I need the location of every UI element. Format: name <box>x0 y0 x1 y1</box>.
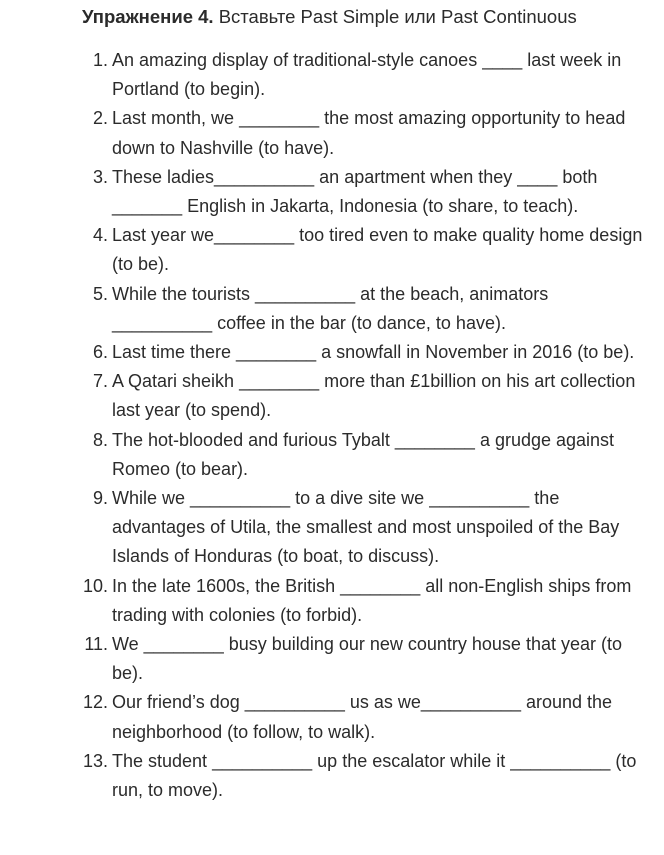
list-item <box>0 163 664 221</box>
item-text: Last month, we ________ the most amazing opportunity to head down to Nashville (to have). <box>112 108 626 158</box>
list-item <box>0 426 664 484</box>
exercise-number-label: Упражнение 4. <box>82 6 214 27</box>
item-text: While we __________ to a dive site we __________ the advantages of Utila, the smallest and most unspoiled of the Bay Islands of Honduras (to boat, to discuss). <box>112 488 620 567</box>
item-number: 4. <box>92 225 108 246</box>
list-item <box>0 630 664 688</box>
item-text: The student __________ up the escalator while it __________ (to run, to move). <box>112 750 637 801</box>
item-text: In the late 1600s, the British ________ all non-English ships from trading with colonies (to forbid). <box>112 575 632 625</box>
item-number: 6. <box>92 342 108 363</box>
list-item <box>0 747 664 805</box>
item-number: 12. <box>82 692 108 713</box>
item-number: 7. <box>92 371 108 392</box>
item-number: 2. <box>92 108 108 129</box>
list-item <box>0 572 664 630</box>
item-number: 13. <box>82 750 108 771</box>
item-number: 5. <box>92 283 108 304</box>
list-item <box>0 367 664 425</box>
item-text: Our friend’s dog __________ us as we__________ around the neighborhood (to follow, to walk). <box>112 692 613 742</box>
item-text: We ________ busy building our new country house that year (to be). <box>112 634 622 684</box>
exercise-list <box>0 46 664 805</box>
item-text: These ladies__________ an apartment when they ____ both _______ English in Jakarta, Indonesia (to share, to teach). <box>112 166 598 217</box>
list-item <box>0 104 664 162</box>
list-item <box>0 338 664 367</box>
list-item <box>0 221 664 279</box>
item-number: 3. <box>92 166 108 187</box>
list-item <box>0 280 664 338</box>
list-item <box>0 484 664 572</box>
item-number: 10. <box>82 575 108 596</box>
list-item <box>0 46 664 104</box>
item-text: Last year we________ too tired even to make quality home design (to be). <box>112 225 643 275</box>
item-text: An amazing display of traditional-style canoes ____ last week in Portland (to begin). <box>112 50 622 100</box>
item-text: A Qatari sheikh ________ more than £1billion on his art collection last year (to spend). <box>112 371 636 421</box>
item-text: Last time there ________ a snowfall in November in 2016 (to be). <box>112 342 635 363</box>
exercise-heading <box>82 4 577 30</box>
item-number: 8. <box>92 429 108 450</box>
list-item <box>0 688 664 746</box>
item-number: 1. <box>92 50 108 70</box>
item-text: The hot-blooded and furious Tybalt ________ a grudge against Romeo (to bear). <box>112 429 615 479</box>
item-number: 9. <box>92 488 108 509</box>
item-number: 11. <box>84 634 108 655</box>
item-text: While the tourists __________ at the beach, animators __________ coffee in the bar (to dance, to have). <box>112 283 549 333</box>
exercise-instruction: Вставьте Past Simple или Past Continuous <box>213 6 577 27</box>
